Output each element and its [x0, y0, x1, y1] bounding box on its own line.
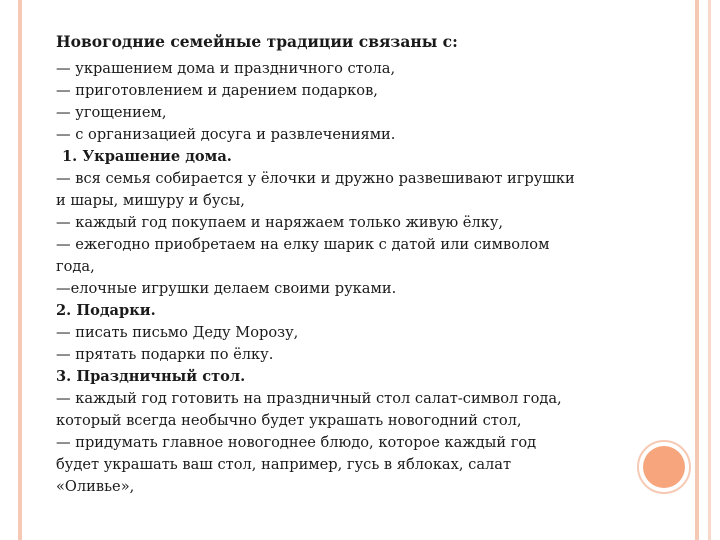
section-line: — каждый год готовить на праздничный стол салат-символ года, — [56, 390, 562, 407]
right-decor-stripe — [695, 0, 699, 540]
section-line: будет украшать ваш стол, например, гусь в яблоках, салат — [56, 456, 512, 473]
intro-item: — с организацией досуга и развлечениями. — [56, 126, 396, 143]
section-line: — прятать подарки по ёлку. — [56, 346, 274, 363]
section-heading-gifts: 2. Подарки. — [56, 302, 156, 319]
intro-item: — приготовлением и дарением подарков, — [56, 82, 378, 99]
slide-content — [56, 30, 646, 498]
right-decor-stripe-thin — [708, 0, 711, 540]
left-decor-stripe — [18, 0, 22, 540]
section-line: — писать письмо Деду Морозу, — [56, 324, 299, 341]
section-line: «Оливье», — [56, 478, 135, 495]
section-line: —елочные игрушки делаем своими руками. — [56, 280, 397, 297]
section-line: года, — [56, 258, 95, 275]
section-heading-table: 3. Праздничный стол. — [56, 368, 246, 385]
decor-circle — [643, 446, 685, 488]
section-heading-decoration: 1. Украшение дома. — [62, 148, 232, 165]
section-line: который всегда необычно будет украшать новогодний стол, — [56, 412, 522, 429]
intro-item: — угощением, — [56, 104, 167, 121]
section-line: — ежегодно приобретаем на елку шарик с датой или символом — [56, 236, 550, 253]
section-line: — вся семья собирается у ёлочки и дружно развешивают игрушки — [56, 170, 575, 187]
intro-item: — украшением дома и праздничного стола, — [56, 60, 396, 77]
section-line: и шары, мишуру и бусы, — [56, 192, 245, 209]
slide-title: Новогодние семейные традиции связаны с: — [56, 32, 458, 51]
section-line: — каждый год покупаем и наряжаем только живую ёлку, — [56, 214, 504, 231]
section-line: — придумать главное новогоднее блюдо, которое каждый год — [56, 434, 537, 451]
